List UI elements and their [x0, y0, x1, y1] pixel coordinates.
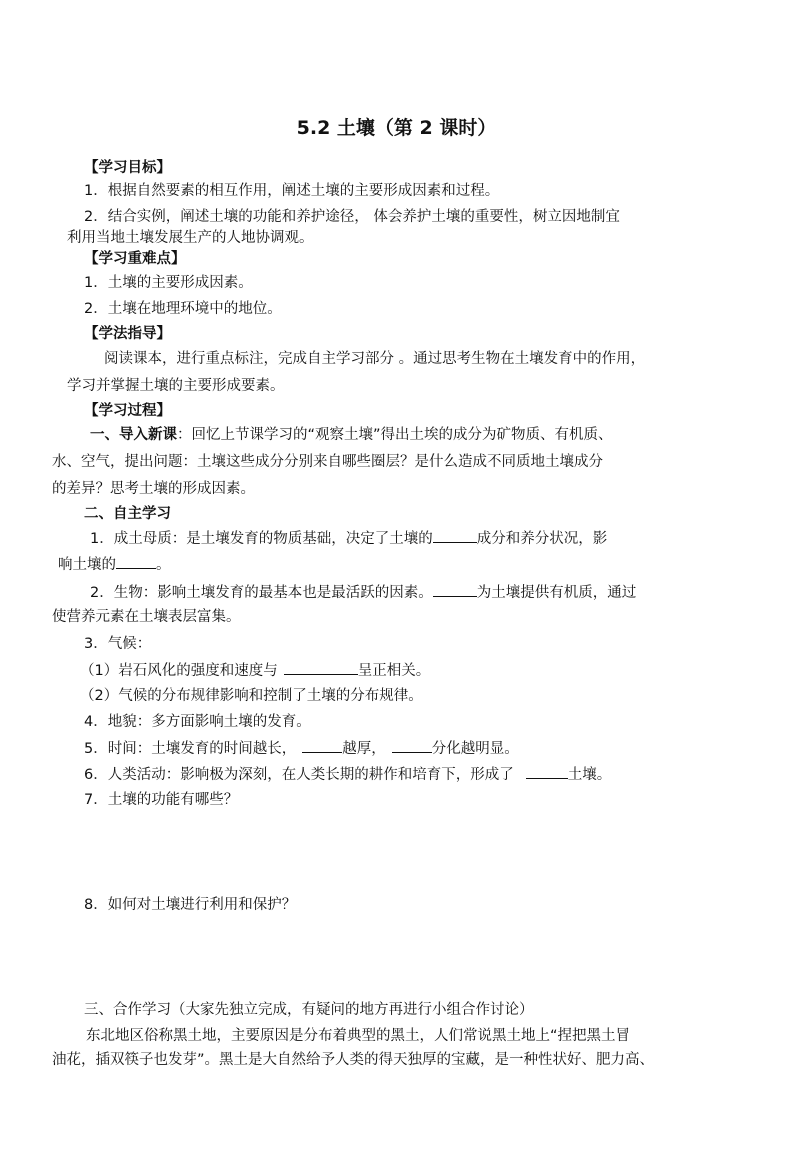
q6-text-a: 6．人类活动：影响极为深刻，在人类长期的耕作和培育下，形成了 [84, 767, 514, 783]
intro-line-1 [90, 425, 613, 445]
method-heading: 【学法指导】 [84, 326, 171, 342]
intro-line-3: 的差异？思考土壤的形成因素。 [52, 481, 255, 497]
q6 [84, 764, 611, 785]
intro-line-2: 水、空气，提出问题：土壤这些成分分别来自哪些圈层？是什么造成不同质地土壤成分 [52, 454, 603, 470]
q5 [84, 738, 519, 759]
q5-text-c: 分化越明显。 [431, 741, 519, 757]
q1-line-1 [90, 528, 607, 549]
answer-blank[interactable] [116, 554, 156, 569]
q5-text-a: 5．时间：土壤发育的时间越长， [84, 741, 297, 757]
goals-heading: 【学习目标】 [84, 160, 171, 176]
q1-text-c: 响土壤的 [58, 557, 116, 573]
q1-text-a: 1．成土母质：是土壤发育的物质基础，决定了土壤的 [90, 531, 433, 547]
goal-item-2-cont: 利用当地土壤发展生产的人地协调观。 [67, 230, 314, 246]
key-point-1: 1．土壤的主要形成因素。 [84, 275, 253, 291]
q1-text-b: 成分和养分状况，影 [476, 531, 608, 547]
key-point-2: 2．土壤在地理环境中的地位。 [84, 301, 282, 317]
q4: 4．地貌：多方面影响土壤的发育。 [84, 714, 311, 730]
q2-text-b: 为土壤提供有机质，通过 [476, 585, 637, 601]
q2-line-2: 使营养元素在土壤表层富集。 [52, 609, 241, 625]
intro-label: 一、导入新课 [90, 427, 177, 443]
intro-text: ：回忆上节课学习的“观察土壤”得出土埃的成分为矿物质、有机质、 [177, 427, 613, 443]
q2-line-1 [90, 582, 636, 603]
q1-text-d: 。 [156, 557, 171, 573]
answer-blank[interactable] [284, 660, 358, 675]
answer-blank[interactable] [392, 738, 432, 753]
method-line-1: 阅读课本，进行重点标注，完成自主学习部分 。通过思考生物在土壤发育中的作用， [104, 351, 646, 367]
q3-item-1 [80, 660, 430, 681]
q5-text-b: 越厚， [342, 741, 386, 757]
q7: 7．土壤的功能有哪些？ [84, 792, 239, 808]
answer-blank[interactable] [433, 582, 477, 597]
coop-line-1: 东北地区俗称黑土地，主要原因是分布着典型的黑土，人们常说黑土地上“捏把黑土冒 [86, 1028, 631, 1044]
process-heading: 【学习过程】 [84, 403, 171, 419]
method-line-2: 学习并掌握土壤的主要形成要素。 [67, 378, 285, 394]
section-cooperative: 三、合作学习（大家先独立完成，有疑问的地方再进行小组合作讨论） [84, 1002, 534, 1018]
q6-text-b: 土壤。 [567, 767, 612, 783]
answer-blank[interactable] [433, 528, 477, 543]
key-points-heading: 【学习重难点】 [84, 251, 186, 267]
answer-blank[interactable] [302, 738, 342, 753]
page-title: 5.2 土壤（第 2 课时） [296, 117, 497, 139]
q3-item-2: （2）气候的分布规律影响和控制了土壤的分布规律。 [80, 688, 423, 704]
q3-text-b: 呈正相关。 [357, 663, 431, 679]
q1-line-2 [58, 554, 171, 575]
q2-text-a: 2．生物：影响土壤发育的最基本也是最活跃的因素。 [90, 585, 433, 601]
answer-blank[interactable] [526, 764, 568, 779]
q8: 8．如何对土壤进行利用和保护？ [84, 897, 297, 913]
q3-text-a: （1）岩石风化的强度和速度与 [80, 663, 278, 679]
q3-heading: 3．气候： [84, 636, 152, 652]
goal-item-2: 2．结合实例，阐述土壤的功能和养护途径， 体会养护土壤的重要性，树立因地制宜 [84, 209, 620, 225]
coop-line-2: 油花，插双筷子也发芽”。黑土是大自然给予人类的得天独厚的宝藏，是一种性状好、肥力高、 [52, 1052, 655, 1068]
goal-item-1: 1．根据自然要素的相互作用，阐述土壤的主要形成因素和过程。 [84, 183, 500, 199]
section-self-study: 二、自主学习 [84, 506, 171, 522]
